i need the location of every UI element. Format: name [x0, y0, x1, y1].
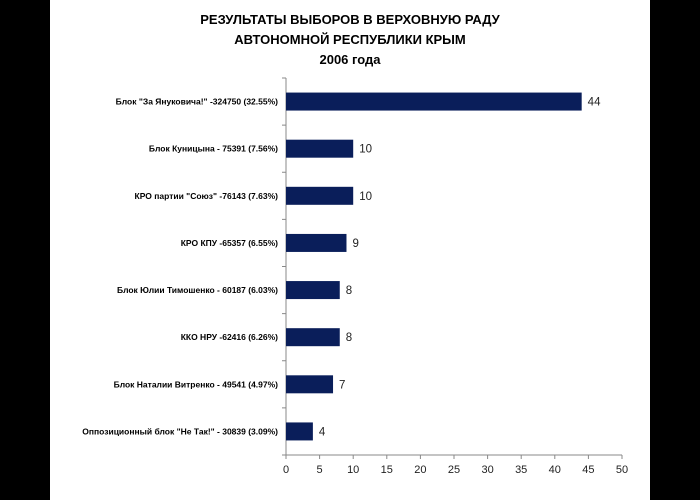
value-label: 8 — [345, 332, 353, 345]
value-label: 44 — [587, 96, 601, 109]
bar — [286, 140, 353, 158]
value-label: 8 — [345, 285, 353, 298]
bar — [286, 328, 340, 346]
x-tick-label: 10 — [347, 464, 360, 476]
value-label: 10 — [359, 190, 372, 203]
x-tick-label: 0 — [282, 464, 290, 476]
x-tick-label: 40 — [548, 464, 561, 476]
value-label: 4 — [318, 426, 326, 439]
x-tick-label: 25 — [447, 464, 461, 476]
x-tick-label: 35 — [515, 464, 528, 476]
bar — [286, 187, 353, 205]
category-label: Блок Наталии Витренко - 49541 (4.97%) — [113, 379, 278, 390]
x-tick-label: 5 — [316, 464, 323, 476]
bar — [286, 93, 582, 111]
bar-chart — [50, 0, 650, 500]
chart-title-line-1: РЕЗУЛЬТАТЫ ВЫБОРОВ В ВЕРХОВНУЮ РАДУ — [200, 12, 500, 27]
bar — [286, 422, 313, 440]
x-tick-label: 30 — [481, 464, 494, 476]
category-label: Блок Куницына - 75391 (7.56%) — [148, 143, 278, 154]
x-tick-label: 45 — [582, 464, 595, 476]
category-label: Блок Юлии Тимошенко - 60187 (6.03%) — [116, 285, 278, 296]
bar — [286, 234, 346, 252]
value-label: 10 — [359, 143, 372, 156]
category-label: Блок "За Януковича!" -324750 (32.55%) — [115, 96, 278, 107]
category-label: КРО партии "Союз" -76143 (7.63%) — [134, 190, 278, 201]
chart-title-line-3: 2006 года — [319, 52, 381, 67]
chart-panel — [50, 0, 650, 500]
category-label: КРО КПУ -65357 (6.55%) — [180, 237, 278, 248]
x-tick-label: 15 — [380, 464, 393, 476]
bar — [286, 375, 333, 393]
chart-title-line-2: АВТОНОМНОЙ РЕСПУБЛИКИ КРЫМ — [234, 32, 466, 47]
value-label: 9 — [352, 237, 359, 250]
value-label: 7 — [339, 379, 346, 392]
category-label: Оппозиционный блок "Не Так!" - 30839 (3.09%) — [82, 426, 278, 437]
x-tick-label: 50 — [615, 464, 629, 476]
bar — [286, 281, 340, 299]
category-label: ККО НРУ -62416 (6.26%) — [180, 332, 278, 343]
x-tick-label: 20 — [414, 464, 427, 476]
